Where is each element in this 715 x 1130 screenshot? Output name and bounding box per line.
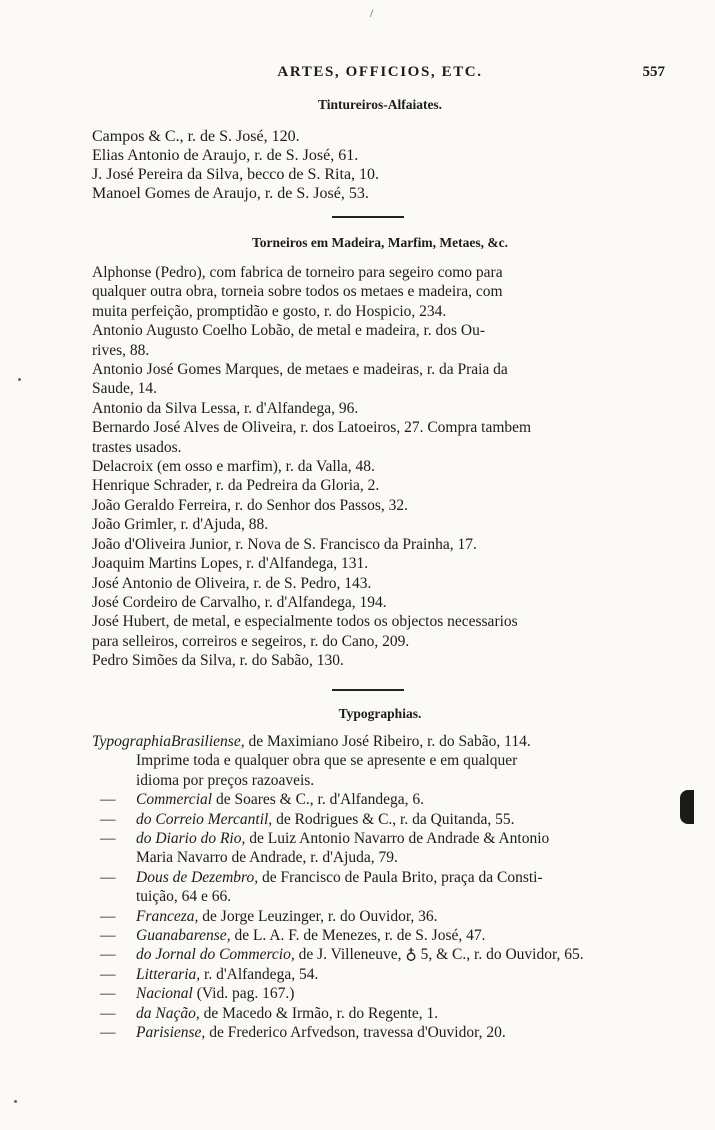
entry-name: do Jornal do Commercio,	[136, 946, 295, 964]
entry-text: de Frederico Arfvedson, travessa d'Ouvidor, 20.	[205, 1024, 506, 1042]
list-item	[92, 790, 672, 809]
list-item	[92, 593, 672, 612]
list-item	[92, 515, 672, 534]
entry-line: José Cordeiro de Carvalho, r. d'Alfandega, 194.	[92, 593, 387, 611]
list-item	[92, 1023, 672, 1042]
entry-text: de Rodrigues & C., r. da Quitanda, 55.	[272, 810, 515, 828]
list-item	[92, 360, 672, 399]
list-item	[92, 263, 672, 321]
list-item	[92, 1004, 672, 1023]
paper-speck	[18, 378, 21, 381]
entry-line: Campos & C., r. de S. José, 120.	[92, 128, 300, 145]
entry-name: Commercial	[136, 791, 213, 809]
entry-name: do Diario do Rio,	[136, 830, 246, 848]
entry-line: Bernardo José Alves de Oliveira, r. dos Latoeiros, 27. Compra tambem	[92, 419, 532, 437]
entry-name: da Nação,	[136, 1004, 200, 1022]
list-item	[92, 127, 672, 146]
entry-line: Joaquim Martins Lopes, r. d'Alfandega, 131.	[92, 555, 369, 573]
ditto-dash: —	[100, 946, 116, 964]
entry-line: J. José Pereira da Silva, becco de S. Rita, 10.	[92, 166, 380, 183]
list-item	[92, 165, 672, 184]
entry-line: trastes usados.	[92, 438, 182, 456]
section-entries-typographias	[92, 732, 672, 1043]
entry-line: idioma por preços razoaveis.	[136, 771, 315, 789]
list-item	[92, 810, 672, 829]
entry-text: de J. Villeneuve, ♁ 5, & C., r. do Ouvidor, 65.	[294, 946, 584, 964]
entry-line: Saude, 14.	[92, 380, 158, 398]
section-divider	[332, 689, 404, 691]
page-number: 557	[642, 64, 665, 80]
ditto-dash: —	[100, 927, 116, 945]
list-item	[92, 926, 672, 945]
typographia-list	[92, 790, 672, 1042]
list-item	[92, 907, 672, 926]
section-entries-torneiros	[92, 263, 672, 671]
entry-name: Brasiliense,	[170, 733, 245, 750]
entry-text: de Maximiano José Ribeiro, r. do Sabão, 114.	[244, 733, 531, 750]
section-title-torneiros: Torneiros em Madeira, Marfim, Metaes, &c.	[251, 235, 509, 250]
entry-line: rives, 88.	[92, 341, 150, 359]
section-entries-tintureiros	[92, 127, 672, 203]
list-item	[92, 184, 672, 203]
entry-name: Dous de Dezembro,	[136, 868, 259, 886]
entry-line: muita perfeição, promptidão e gosto, r. do Hospicio, 234.	[92, 302, 447, 320]
entry-line: Henrique Schrader, r. da Pedreira da Gloria, 2.	[92, 477, 380, 495]
entry-line: Elias Antonio de Araujo, r. de S. José, 61.	[92, 147, 359, 164]
list-item	[92, 945, 672, 964]
entry-head: Typographia	[92, 733, 171, 750]
entry-name: do Correio Mercantil,	[136, 810, 273, 828]
entry-line: Antonio José Gomes Marques, de metaes e madeiras, r. da Praia da	[92, 361, 508, 379]
entry-line: José Antonio de Oliveira, r. de S. Pedro, 143.	[92, 574, 372, 592]
entry-text: de Macedo & Irmão, r. do Regente, 1.	[199, 1004, 439, 1022]
entry-text: de Luiz Antonio Navarro de Andrade & Antonio	[245, 830, 550, 848]
entry-text: de Soares & C., r. d'Alfandega, 6.	[212, 791, 425, 809]
entry-line: tuição, 64 e 66.	[136, 888, 232, 906]
list-item	[92, 732, 672, 790]
entry-name: Parisiense,	[136, 1024, 206, 1042]
ditto-dash: —	[100, 830, 116, 848]
entry-text: de L. A. F. de Menezes, r. de S. José, 47.	[230, 927, 486, 945]
page-top-mark: /	[370, 6, 374, 20]
list-item	[92, 868, 672, 907]
entry-line: Delacroix (em osso e marfim), r. da Valla, 48.	[92, 458, 375, 476]
ditto-dash: —	[100, 810, 116, 828]
entry-name: Guanabarense,	[136, 927, 231, 945]
list-item	[92, 984, 672, 1003]
ditto-dash: —	[100, 985, 116, 1003]
list-item	[92, 554, 672, 573]
entry-name: Litteraria,	[136, 965, 201, 983]
list-item	[92, 965, 672, 984]
list-item	[92, 535, 672, 554]
entry-line: João d'Oliveira Junior, r. Nova de S. Francisco da Prainha, 17.	[92, 535, 477, 553]
list-item	[92, 829, 672, 868]
ditto-dash: —	[100, 907, 116, 925]
entry-line: Antonio da Silva Lessa, r. d'Alfandega, 96.	[92, 399, 359, 417]
list-item	[92, 321, 672, 360]
entry-line: Alphonse (Pedro), com fabrica de torneiro para segeiro como para	[92, 264, 503, 281]
list-item	[92, 418, 672, 457]
list-item	[92, 457, 672, 476]
list-item	[92, 651, 672, 670]
list-item	[92, 399, 672, 418]
entry-name: Franceza,	[136, 907, 199, 925]
ditto-dash: —	[100, 868, 116, 886]
list-item	[92, 612, 672, 651]
running-head-title: ARTES, OFFICIOS, ETC.	[277, 64, 483, 80]
section-title-tintureiros: Tintureiros-Alfaiates.	[317, 97, 443, 112]
entry-line: João Geraldo Ferreira, r. do Senhor dos Passos, 32.	[92, 496, 408, 514]
list-item	[92, 146, 672, 165]
entry-text: (Vid. pag. 167.)	[192, 985, 295, 1003]
ditto-dash: —	[100, 1004, 116, 1022]
entry-name: Nacional	[136, 985, 193, 1003]
ditto-dash: —	[100, 965, 116, 983]
list-item	[92, 574, 672, 593]
ditto-dash: —	[100, 1024, 116, 1042]
running-head	[100, 64, 665, 86]
entry-line: Imprime toda e qualquer obra que se apresente e em qualquer	[136, 752, 518, 770]
ditto-dash: —	[100, 791, 116, 809]
entry-line: Manoel Gomes de Araujo, r. de S. José, 53.	[92, 185, 369, 202]
entry-line: Antonio Augusto Coelho Lobão, de metal e madeira, r. dos Ou-	[92, 322, 486, 340]
entry-text: de Francisco de Paula Brito, praça da Consti-	[258, 868, 543, 886]
section-divider	[332, 216, 404, 218]
list-item	[92, 476, 672, 495]
entry-line: José Hubert, de metal, e especialmente todos os objectos necessarios	[92, 613, 518, 631]
paper-speck	[14, 1100, 17, 1103]
entry-line: Pedro Simões da Silva, r. do Sabão, 130.	[92, 652, 344, 670]
section-title-typographias: Typographias.	[338, 706, 422, 721]
entry-line: Maria Navarro de Andrade, r. d'Ajuda, 79.	[136, 849, 398, 867]
list-item	[92, 496, 672, 515]
entry-line: qualquer outra obra, torneia sobre todos os metaes e madeira, com	[92, 283, 503, 301]
entry-line: para selleiros, correiros e segeiros, r. do Cano, 209.	[92, 632, 410, 650]
margin-ink-mark	[680, 790, 694, 824]
entry-text: r. d'Alfandega, 54.	[200, 965, 319, 983]
entry-line: João Grimler, r. d'Ajuda, 88.	[92, 516, 269, 534]
entry-text: de Jorge Leuzinger, r. do Ouvidor, 36.	[198, 907, 438, 925]
